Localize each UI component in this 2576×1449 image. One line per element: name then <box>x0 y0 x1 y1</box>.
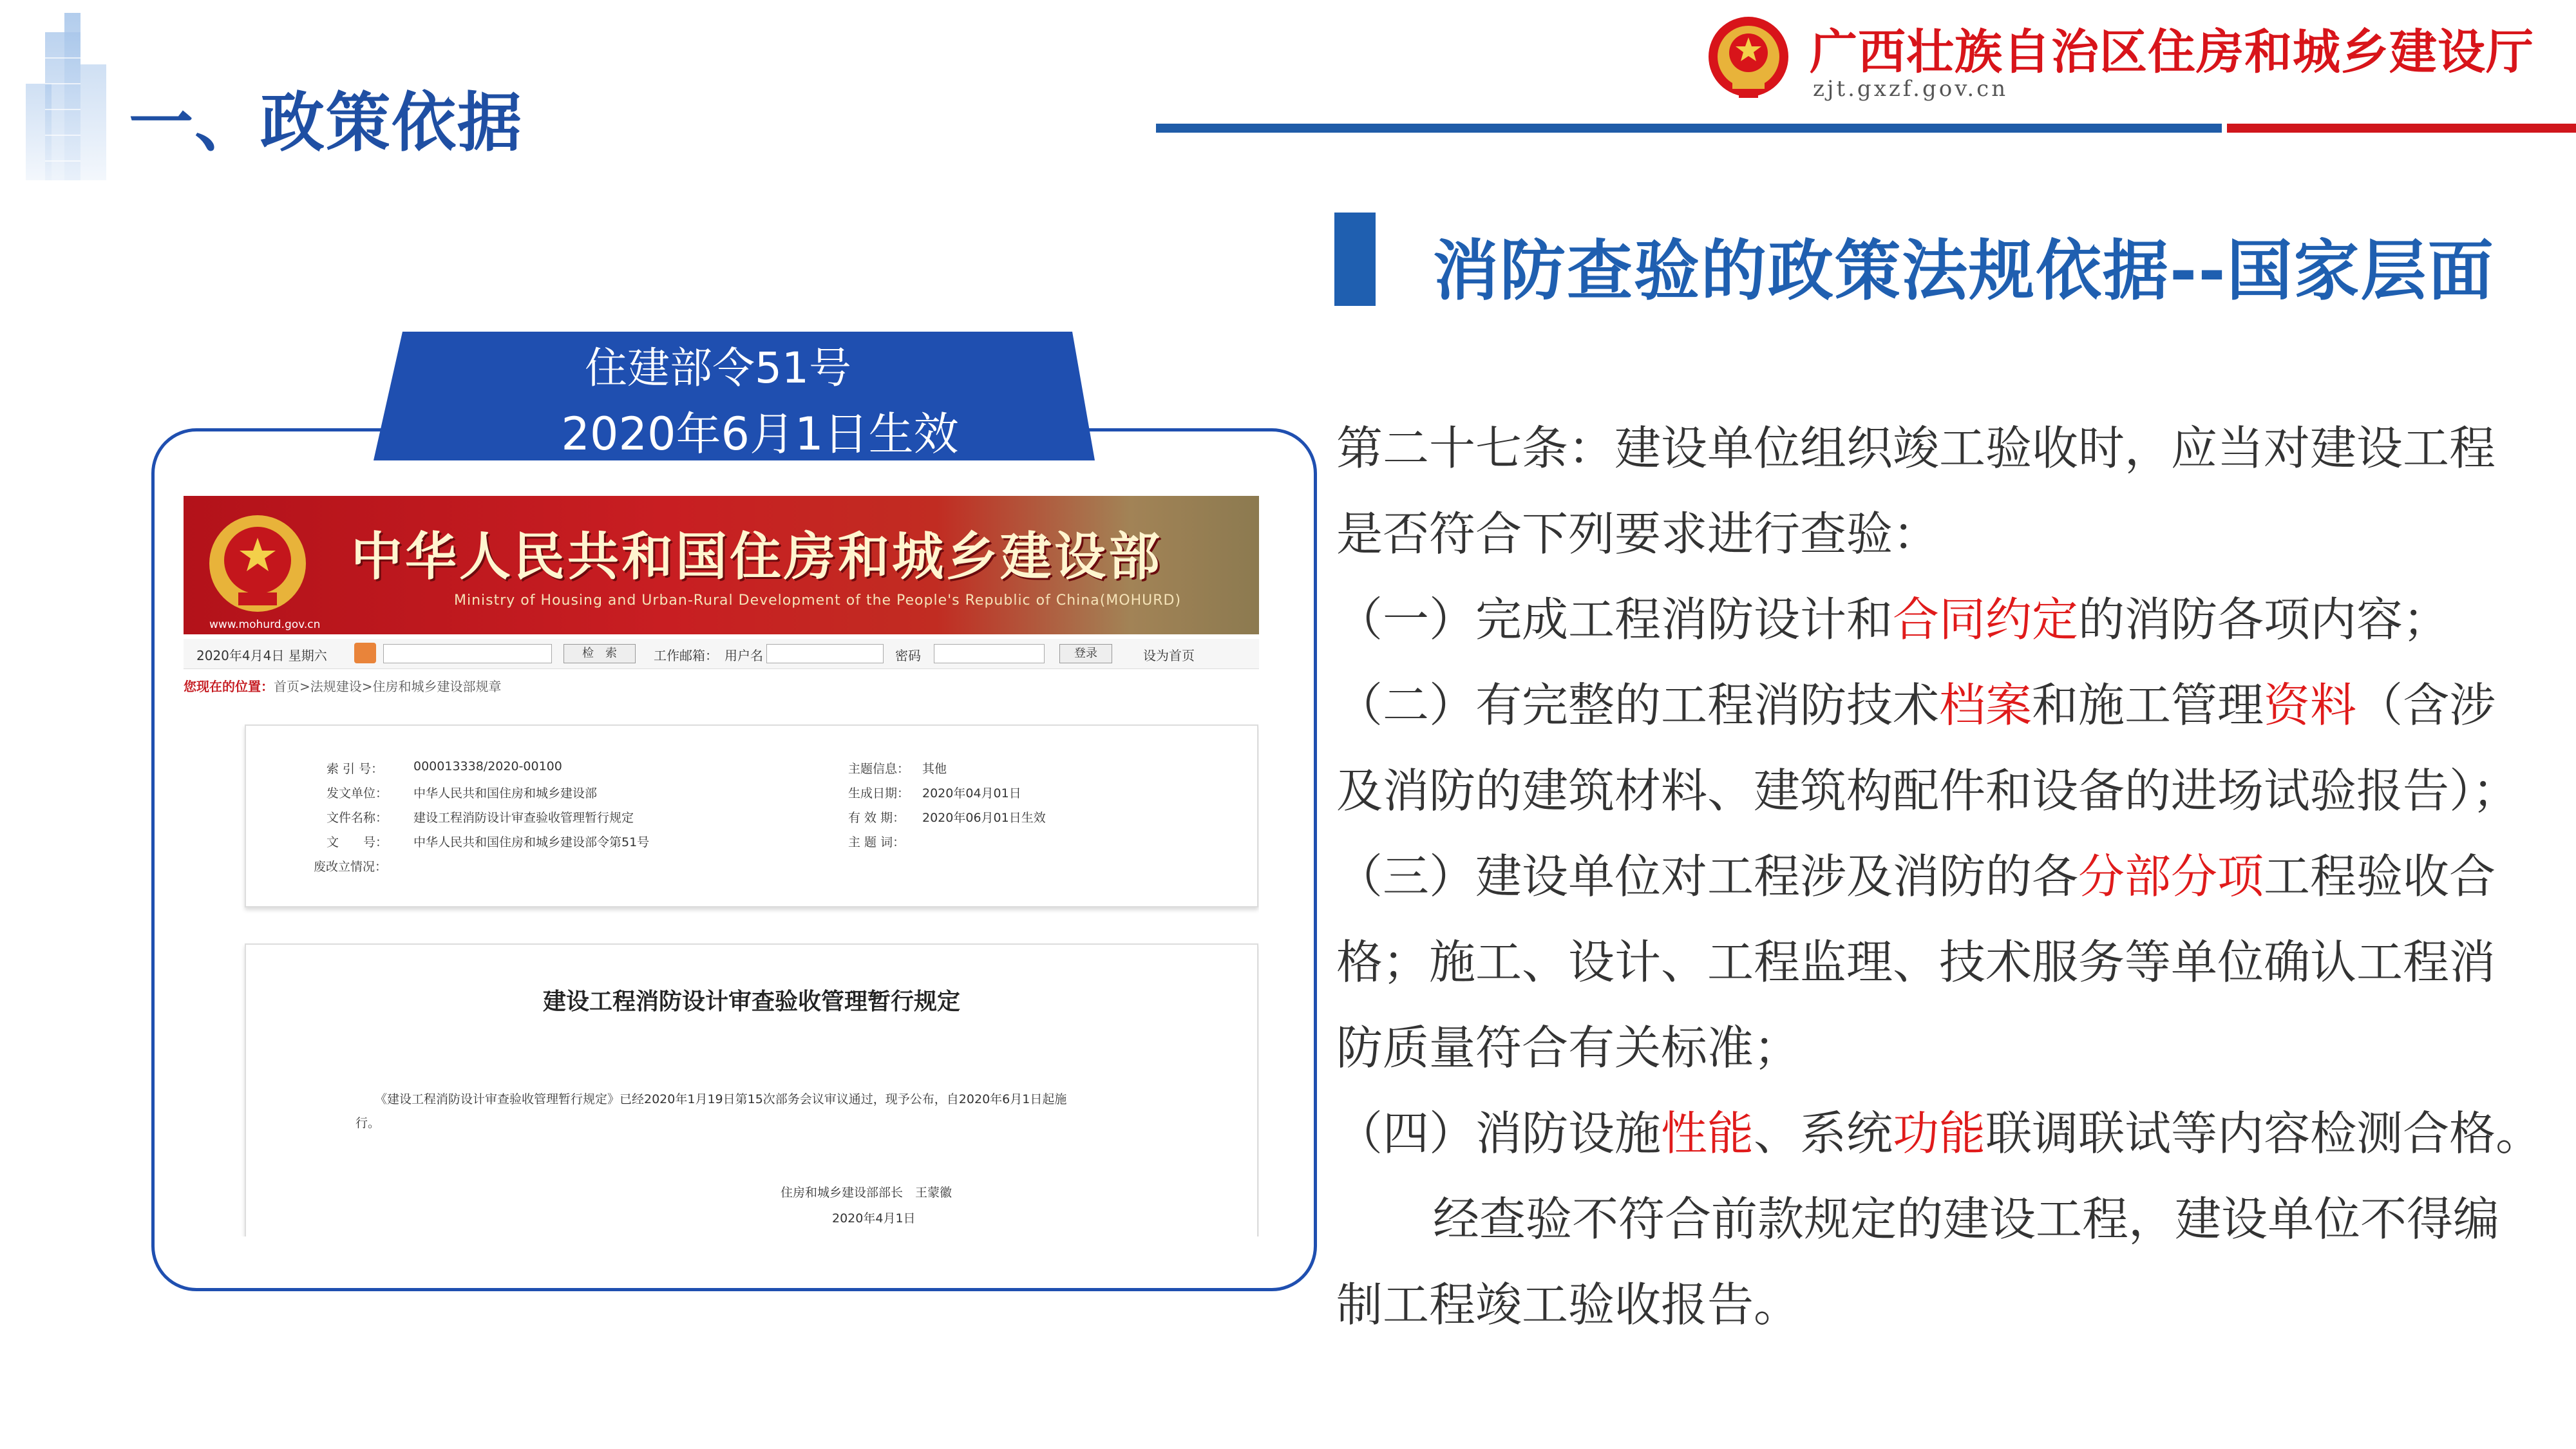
breadcrumb-path[interactable]: 首页>法规建设>住房和城乡建设部规章 <box>274 679 502 694</box>
article-line: 制工程竣工验收报告。 <box>1336 1278 1801 1332</box>
meta-key: 文件名称： <box>327 811 388 825</box>
highlight-text: 合同约定 <box>1893 592 2079 647</box>
meta-key: 文 号： <box>327 835 388 849</box>
meta-key: 索 引 号： <box>327 762 384 776</box>
text-segment: （含涉 <box>2356 678 2496 732</box>
login-button[interactable]: 登录 <box>1059 644 1112 663</box>
work-email-label: 工作邮箱： <box>654 648 718 663</box>
article-line <box>1336 1091 2563 1177</box>
meta-key: 有 效 期： <box>848 811 905 825</box>
ministry-title: 中华人民共和国住房和城乡建设部 <box>351 526 1162 587</box>
text-segment: 的消防各项内容； <box>2078 592 2450 647</box>
document-paragraph-end: 行。 <box>355 1116 381 1130</box>
username-input[interactable] <box>766 644 884 663</box>
highlight-text: 资料 <box>2264 678 2357 732</box>
meta-value: 中华人民共和国住房和城乡建设部令第51号 <box>413 835 650 849</box>
article-line: 及消防的建筑材料、建筑构配件和设备的进场试验报告）； <box>1336 764 2519 818</box>
document-meta-box <box>245 724 1258 907</box>
highlight-text: 功能 <box>1893 1106 1986 1160</box>
text-segment: 联调联试等内容检测合格。 <box>1985 1106 2543 1160</box>
article-line: 防质量符合有关标准； <box>1336 1021 1801 1075</box>
breadcrumb <box>184 676 502 695</box>
article-line: 是否符合下列要求进行查验： <box>1336 507 1940 561</box>
set-home-link[interactable]: 设为首页 <box>1143 648 1195 663</box>
highlight-text: 性能 <box>1661 1106 1754 1160</box>
meta-value: 2020年04月01日 <box>922 786 1021 800</box>
article-line: 格；施工、设计、工程监理、技术服务等单位确认工程消 <box>1336 935 2496 989</box>
ministry-emblem-icon <box>206 512 309 618</box>
meta-value: 其他 <box>922 762 947 776</box>
ministry-url: www.mohurd.gov.cn <box>209 618 321 631</box>
national-emblem-icon <box>1707 13 1790 103</box>
search-button[interactable]: 检 索 <box>564 644 636 663</box>
meta-value: 建设工程消防设计审查验收管理暂行规定 <box>413 811 634 825</box>
article-line <box>1336 577 2563 663</box>
org-url: zjt.gxzf.gov.cn <box>1813 76 2009 102</box>
username-label: 用户名 <box>724 648 763 663</box>
meta-value: 000013338/2020-00100 <box>413 759 562 773</box>
meta-key: 主题信息： <box>848 762 910 776</box>
document-signature: 住房和城乡建设部部长 王蒙徽 <box>781 1186 952 1200</box>
article-line <box>1336 663 2563 748</box>
section-title: 消防查验的政策法规依据--国家层面 <box>1433 233 2495 310</box>
ministry-banner <box>184 496 1259 634</box>
text-segment: 和施工管理 <box>2032 678 2264 732</box>
password-label: 密码 <box>895 648 921 663</box>
highlight-text: 分部分项 <box>2078 849 2264 904</box>
text-segment: （一）完成工程消防设计和 <box>1336 592 1893 647</box>
document-body-box <box>245 943 1258 1236</box>
text-segment: 工程验收合 <box>2264 849 2496 904</box>
org-name: 广西壮族自治区住房和城乡建设厅 <box>1810 24 2534 80</box>
text-segment: （四）消防设施 <box>1336 1106 1662 1160</box>
text-segment: 、系统 <box>1754 1106 1893 1160</box>
nav-date: 2020年4月4日 星期六 <box>196 648 327 663</box>
ministry-webpage-screenshot <box>184 496 1259 1236</box>
meta-key: 发文单位： <box>327 786 388 800</box>
breadcrumb-label: 您现在的位置： <box>184 679 274 694</box>
document-date: 2020年4月1日 <box>832 1211 916 1226</box>
section-bar <box>1334 213 1376 306</box>
text-segment: （二）有完整的工程消防技术 <box>1336 678 1940 732</box>
article-line: 第二十七条：建设单位组织竣工验收时，应当对建设工程 <box>1336 421 2496 475</box>
meta-key: 主 题 词： <box>848 835 905 849</box>
highlight-text: 档案 <box>1939 678 2032 732</box>
header-rule-red <box>2227 124 2576 133</box>
meta-key: 生成日期： <box>848 786 910 800</box>
document-paragraph: 《建设工程消防设计审查验收管理暂行规定》已经2020年1月19日第15次部务会议审议通过，现予公布，自2020年6月1日起施 <box>375 1092 1067 1106</box>
meta-value: 2020年06月01日生效 <box>922 811 1046 825</box>
document-title: 建设工程消防设计审查验收管理暂行规定 <box>542 988 960 1015</box>
ministry-navbar <box>184 639 1259 669</box>
article-line <box>1336 834 2563 920</box>
article-line: 经查验不符合前款规定的建设工程，建设单位不得编 <box>1433 1192 2500 1246</box>
meta-value: 中华人民共和国住房和城乡建设部 <box>413 786 598 800</box>
password-input[interactable] <box>934 644 1045 663</box>
ministry-subtitle: Ministry of Housing and Urban-Rural Development of the People's Republic of China(MOHURD) <box>454 592 1182 609</box>
meta-key: 废改立情况： <box>314 860 388 874</box>
search-icon[interactable] <box>354 643 376 663</box>
page-title: 一、政策依据 <box>129 85 523 160</box>
tab-line-effective: 2020年6月1日生效 <box>561 408 959 460</box>
building-graphic <box>19 6 116 187</box>
tab-line-order: 住建部令51号 <box>585 343 851 393</box>
text-segment: （三）建设单位对工程涉及消防的各 <box>1336 849 2079 904</box>
article-text <box>1336 406 2563 1348</box>
search-input[interactable] <box>383 644 552 663</box>
header-rule-blue <box>1156 124 2222 133</box>
